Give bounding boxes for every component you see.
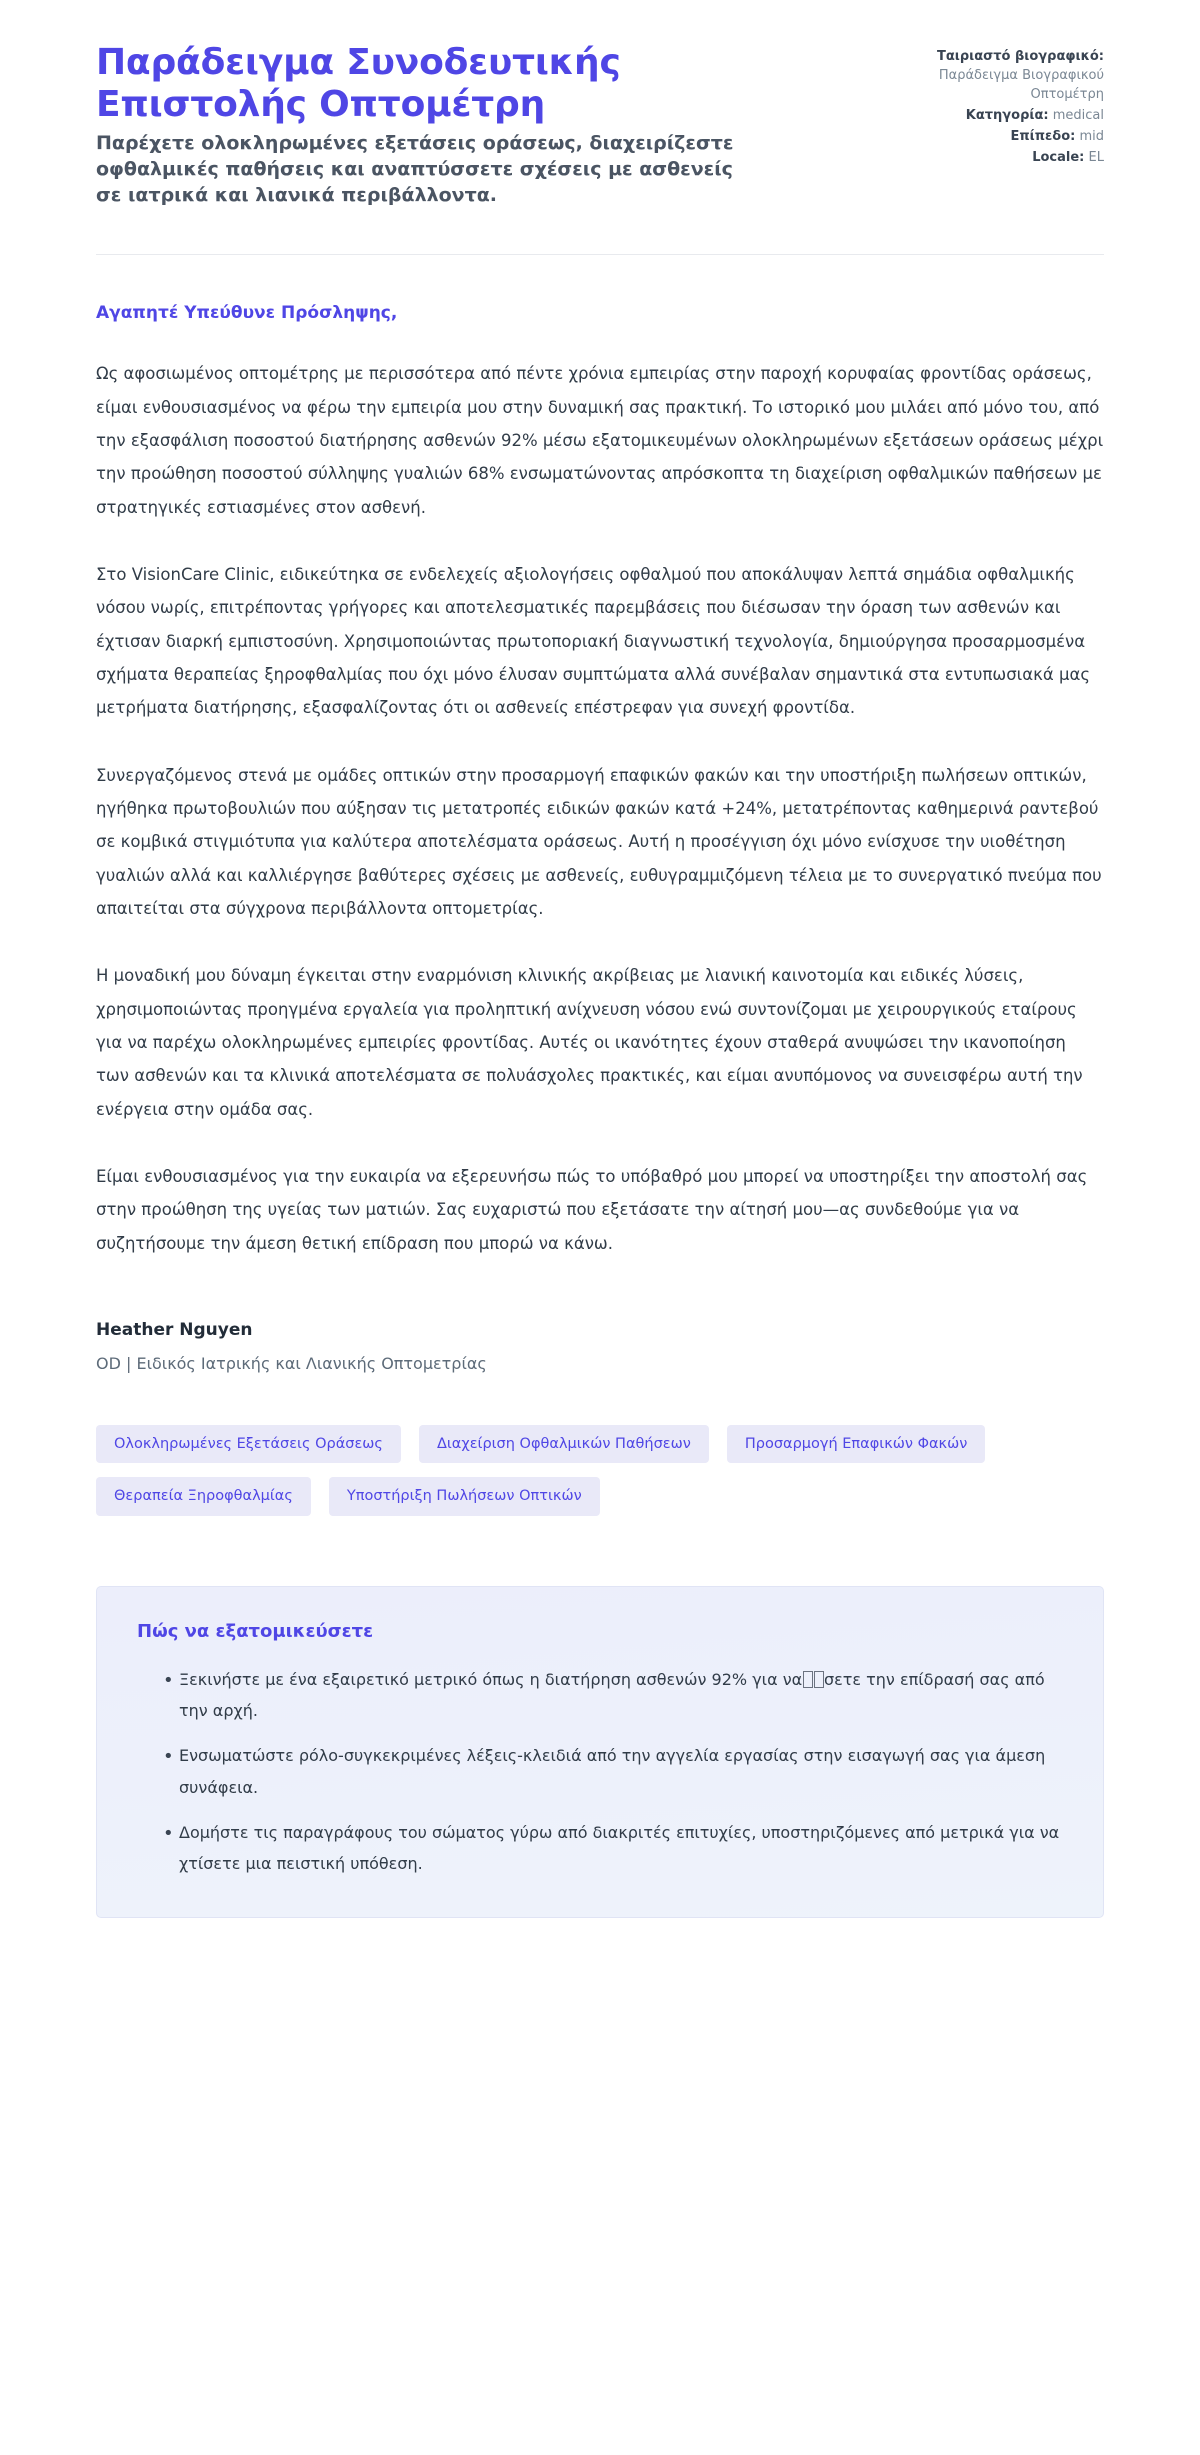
cover-letter-body [96, 303, 1104, 1260]
callout-tip-list [137, 1664, 1063, 1879]
meta-matched-resume-label: Ταιριαστό βιογραφικό: [936, 49, 1104, 64]
meta-category [914, 107, 1104, 126]
callout-tip-text: Ξεκινήστε με ένα εξαιρετικό μετρικό όπως η διατήρηση ασθενών 92% για να [179, 1669, 803, 1689]
page-subtitle: Παρέχετε ολοκληρωμένες εξετάσεις οράσεως, διαχειρίζεστε οφθαλμικές παθήσεις και αναπτύσσετε σχέσεις με ασθενείς σε ιατρικά και λιανικά περιβάλλοντα. [96, 131, 734, 206]
signature-name: Heather Nguyen [96, 1319, 253, 1340]
meta-level-value: mid [1079, 128, 1104, 144]
missing-glyph-box [814, 1671, 824, 1687]
meta-level-label: Επίπεδο: [1010, 128, 1076, 144]
skill-tag[interactable]: Προσαρμογή Επαφικών Φακών [727, 1425, 985, 1464]
page-title: Παράδειγμα Συνοδευτικής Επιστολής Οπτομέτρη [96, 42, 621, 126]
callout-tip-item [163, 1740, 1063, 1802]
callout-tip-text: Ενσωματώστε ρόλο-συγκεκριμένες λέξεις-κλειδιά από την αγγελία εργασίας στην εισαγωγή σας για άμεση συνάφεια. [179, 1746, 1046, 1797]
skill-tag-list [96, 1425, 1016, 1516]
letter-salutation: Αγαπητέ Υπεύθυνε Πρόσληψης, [96, 303, 398, 324]
letter-paragraph: Η μοναδική μου δύναμη έγκειται στην εναρμόνιση κλινικής ακρίβειας με λιανική καινοτομία και ειδικές λύσεις, χρησιμοποιώντας προηγμένα εργαλεία για προληπτική ανίχνευση νόσου ενώ συντονίζομαι με χειρουργικούς εταίρους για να παρέχω ολοκληρωμένες εμπειρίες φροντίδας. Αυτές οι ικανότητες έχουν σταθερά ανυψώσει την ικανοποίηση των ασθενών και τα κλινικά αποτελέσματα σε πολυάσχολες πρακτικές, και είμαι ανυπόμονος να συνεισφέρω αυτή την ενέργεια στην ομάδα σας. [96, 966, 1083, 1119]
meta-locale-label: Locale: [1032, 149, 1085, 165]
letter-paragraphs [96, 357, 1104, 1260]
letter-paragraph: Ως αφοσιωμένος οπτομέτρης με περισσότερα από πέντε χρόνια εμπειρίας στην παροχή κορυφαίας φροντίδας οράσεως, είμαι ενθουσιασμένος να φέρω την εμπειρία μου στην δυναμική σας πρακτική. Το ιστορικό μου μιλάει από μόνο του, από την εξασφάλιση ποσοστού διατήρησης ασθενών 92% μέσω εξατομικευμένων ολοκληρωμένων εξετάσεων οράσεως μέχρι την προώθηση ποσοστού σύλληψης γυαλιών 68% ενσωματώνοντας απρόσκοπτα τη διαχείριση οφθαλμικών παθήσεων με στρατηγικές εστιασμένες στον ασθενή. [96, 364, 1104, 517]
callout-tip-text-continued: σετε την επίδρασή σας από την αρχή. [179, 1669, 1045, 1721]
skill-tag[interactable]: Διαχείριση Οφθαλμικών Παθήσεων [419, 1425, 709, 1464]
callout-title: Πώς να εξατομικεύσετε [137, 1620, 374, 1642]
callout-tip-text: Δομήστε τις παραγράφους του σώματος γύρω από διακριτές επιτυχίες, υποστηριζόμενες από μετρικά για να χτίσετε μια πειστική υπόθεση. [179, 1822, 1060, 1873]
header-left-block [96, 42, 836, 208]
skill-tag[interactable]: Ολοκληρωμένες Εξετάσεις Οράσεως [96, 1425, 401, 1464]
letter-paragraph: Είμαι ενθουσιασμένος για την ευκαιρία να εξερευνήσω πώς το υπόβαθρό μου μπορεί να υποστηρίξει την αποστολή σας στην προώθηση της υγείας των ματιών. Σας ευχαριστώ που εξετάσατε την αίτησή μου—ας συνδεθούμε για να συζητήσουμε την άμεση θετική επίδραση που μπορώ να κάνω. [96, 1166, 1088, 1253]
letter-paragraph: Συνεργαζόμενος στενά με ομάδες οπτικών στην προσαρμογή επαφικών φακών και την υποστήριξη πωλήσεων οπτικών, ηγήθηκα πρωτοβουλιών που αύξησαν τις μετατροπές ειδικών φακών κατά +24%, μετατρέποντας καθημερινά ραντεβού σε κομβικά στιγμιότυπα για καλύτερα αποτελέσματα οράσεως. Αυτή η προσέγγιση όχι μόνο ενίσχυσε την υιοθέτηση γυαλιών αλλά και καλλιέργησε βαθύτερες σχέσεις με ασθενείς, ευθυγραμμιζόμενη τέλεια με το συνεργατικό πνεύμα που απαιτείται στα σύγχρονα περιβάλλοντα οπτομετρίας. [96, 765, 1102, 919]
meta-matched-resume-value: Παράδειγμα Βιογραφικού Οπτομέτρη [938, 67, 1104, 102]
signature-title: OD | Ειδικός Ιατρικής και Λιανικής Οπτομετρίας [96, 1353, 487, 1373]
meta-category-label: Κατηγορία: [965, 107, 1049, 123]
document-header [96, 42, 1104, 208]
meta-category-value: medical [1052, 107, 1104, 123]
letter-paragraph: Στο VisionCare Clinic, ειδικεύτηκα σε ενδελεχείς αξιολογήσεις οφθαλμού που αποκάλυψαν λεπτά σημάδια οφθαλμικής νόσου νωρίς, επιτρέποντας γρήγορες και αποτελεσματικές παρεμβάσεις που διέσωσαν την όραση των ασθενών και έχτισαν διαρκή εμπιστοσύνη. Χρησιμοποιώντας πρωτοποριακή διαγνωστική τεχνολογία, δημιούργησα προσαρμοσμένα σχήματα θεραπείας ξηροφθαλμίας που όχι μόνο έλυσαν συμπτώματα αλλά συνέβαλαν σημαντικά στα εντυπωσιακά μας μετρήματα διατήρησης, εξασφαλίζοντας ότι οι ασθενείς επέστρεφαν για συνεχή φροντίδα. [96, 565, 1091, 718]
callout-tip-item [163, 1664, 1063, 1726]
skill-tag[interactable]: Υποστήριξη Πωλήσεων Οπτικών [329, 1477, 600, 1516]
skill-tag[interactable]: Θεραπεία Ξηροφθαλμίας [96, 1477, 311, 1516]
document-metadata [914, 42, 1104, 170]
meta-locale [914, 149, 1104, 168]
header-divider [96, 254, 1104, 255]
callout-tip-item [163, 1817, 1063, 1879]
letter-signature [96, 1320, 1104, 1373]
meta-matched-resume [914, 48, 1104, 105]
how-to-customize-callout [96, 1586, 1104, 1918]
meta-level [914, 128, 1104, 147]
missing-glyph-box [803, 1671, 813, 1687]
meta-locale-value: EL [1088, 149, 1104, 165]
